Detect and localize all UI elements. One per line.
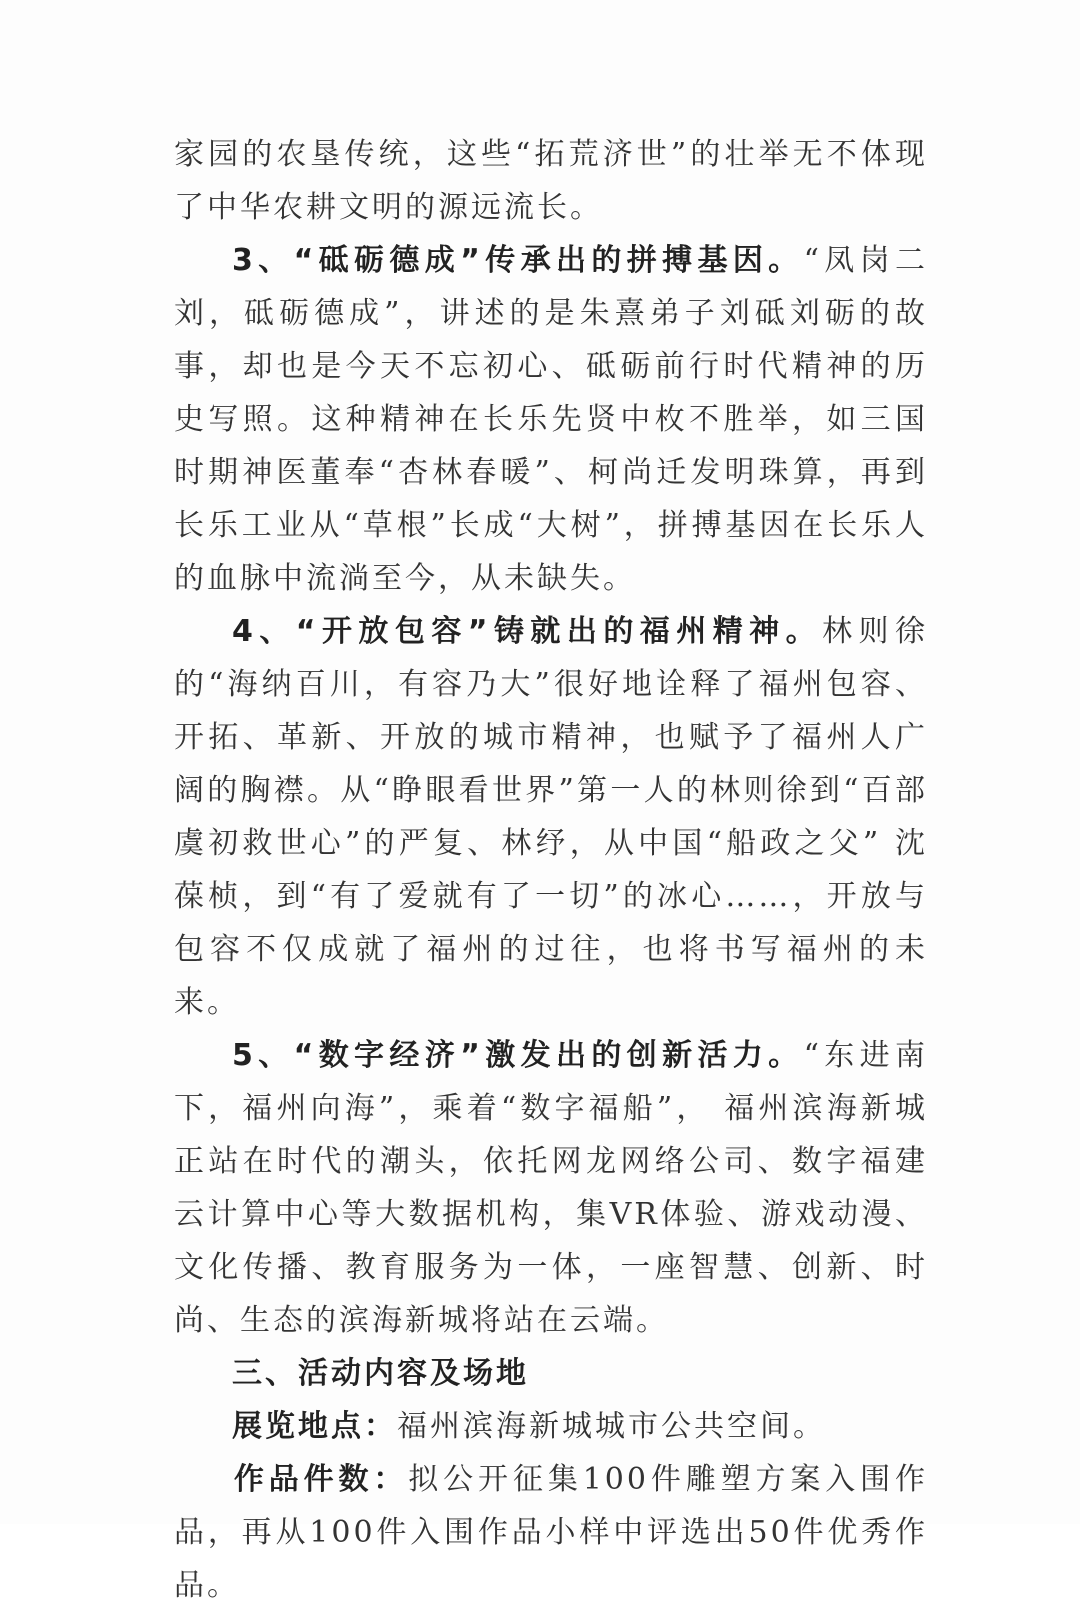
intro-text: 家园的农垦传统，这些“拓荒济世”的壮举无不体现了中华农耕文明的源远流长。 <box>174 137 928 225</box>
section-4-paragraph <box>174 605 928 1029</box>
heading-activity-content: 三、活动内容及场地 <box>232 1356 529 1391</box>
section-4-body: 林则徐的“海纳百川，有容乃大”很好地诠释了福州包容、开拓、革新、开放的城市精神，也赋予了福州人广阔的胸襟。从“睁眼看世界”第一人的林则徐到“百部虞初救世心”的严复、林纾，从中国“船政之父” 沈葆桢，到“有了爱就有了一切”的冰心……，开放与包容不仅成就了福州的过往，也将书写福州的未来。 <box>174 614 929 1020</box>
document-body <box>174 128 928 1612</box>
section-4-title: 4、“开放包容”铸就出的福州精神。 <box>232 614 823 649</box>
section-3-body: “凤岗二刘，砥砺德成”，讲述的是朱熹弟子刘砥刘砺的故事，却也是今天不忘初心、砥砺前行时代精神的历史写照。这种精神在长乐先贤中枚不胜举，如三国时期神医董奉“杏林春暖”、柯尚迁发明珠算，再到长乐工业从“草根”长成“大树”，拼搏基因在长乐人的血脉中流淌至今，从未缺失。 <box>174 243 929 596</box>
section-5-paragraph <box>174 1029 928 1347</box>
count-value: 拟公开征集100件雕塑方案入围作品，再从100件入围作品小样中评选出50件优秀作品。 <box>174 1462 929 1603</box>
venue-paragraph <box>174 1400 928 1453</box>
count-label: 作品件数： <box>232 1462 409 1497</box>
intro-paragraph <box>174 128 928 234</box>
venue-value: 福州滨海新城城市公共空间。 <box>397 1409 826 1444</box>
count-paragraph <box>174 1453 928 1612</box>
section-3-paragraph <box>174 234 928 605</box>
venue-label: 展览地点： <box>232 1409 397 1444</box>
section-5-body: “东进南下，福州向海”，乘着“数字福船”， 福州滨海新城正站在时代的潮头，依托网龙网络公司、数字福建云计算中心等大数据机构，集VR体验、游戏动漫、文化传播、教育服务为一体，一座智慧、创新、时尚、生态的滨海新城将站在云端。 <box>174 1038 929 1338</box>
section-3-title: 3、“砥砺德成”传承出的拼搏基因。 <box>232 243 804 278</box>
section-5-title: 5、“数字经济”激发出的创新活力。 <box>232 1038 804 1073</box>
